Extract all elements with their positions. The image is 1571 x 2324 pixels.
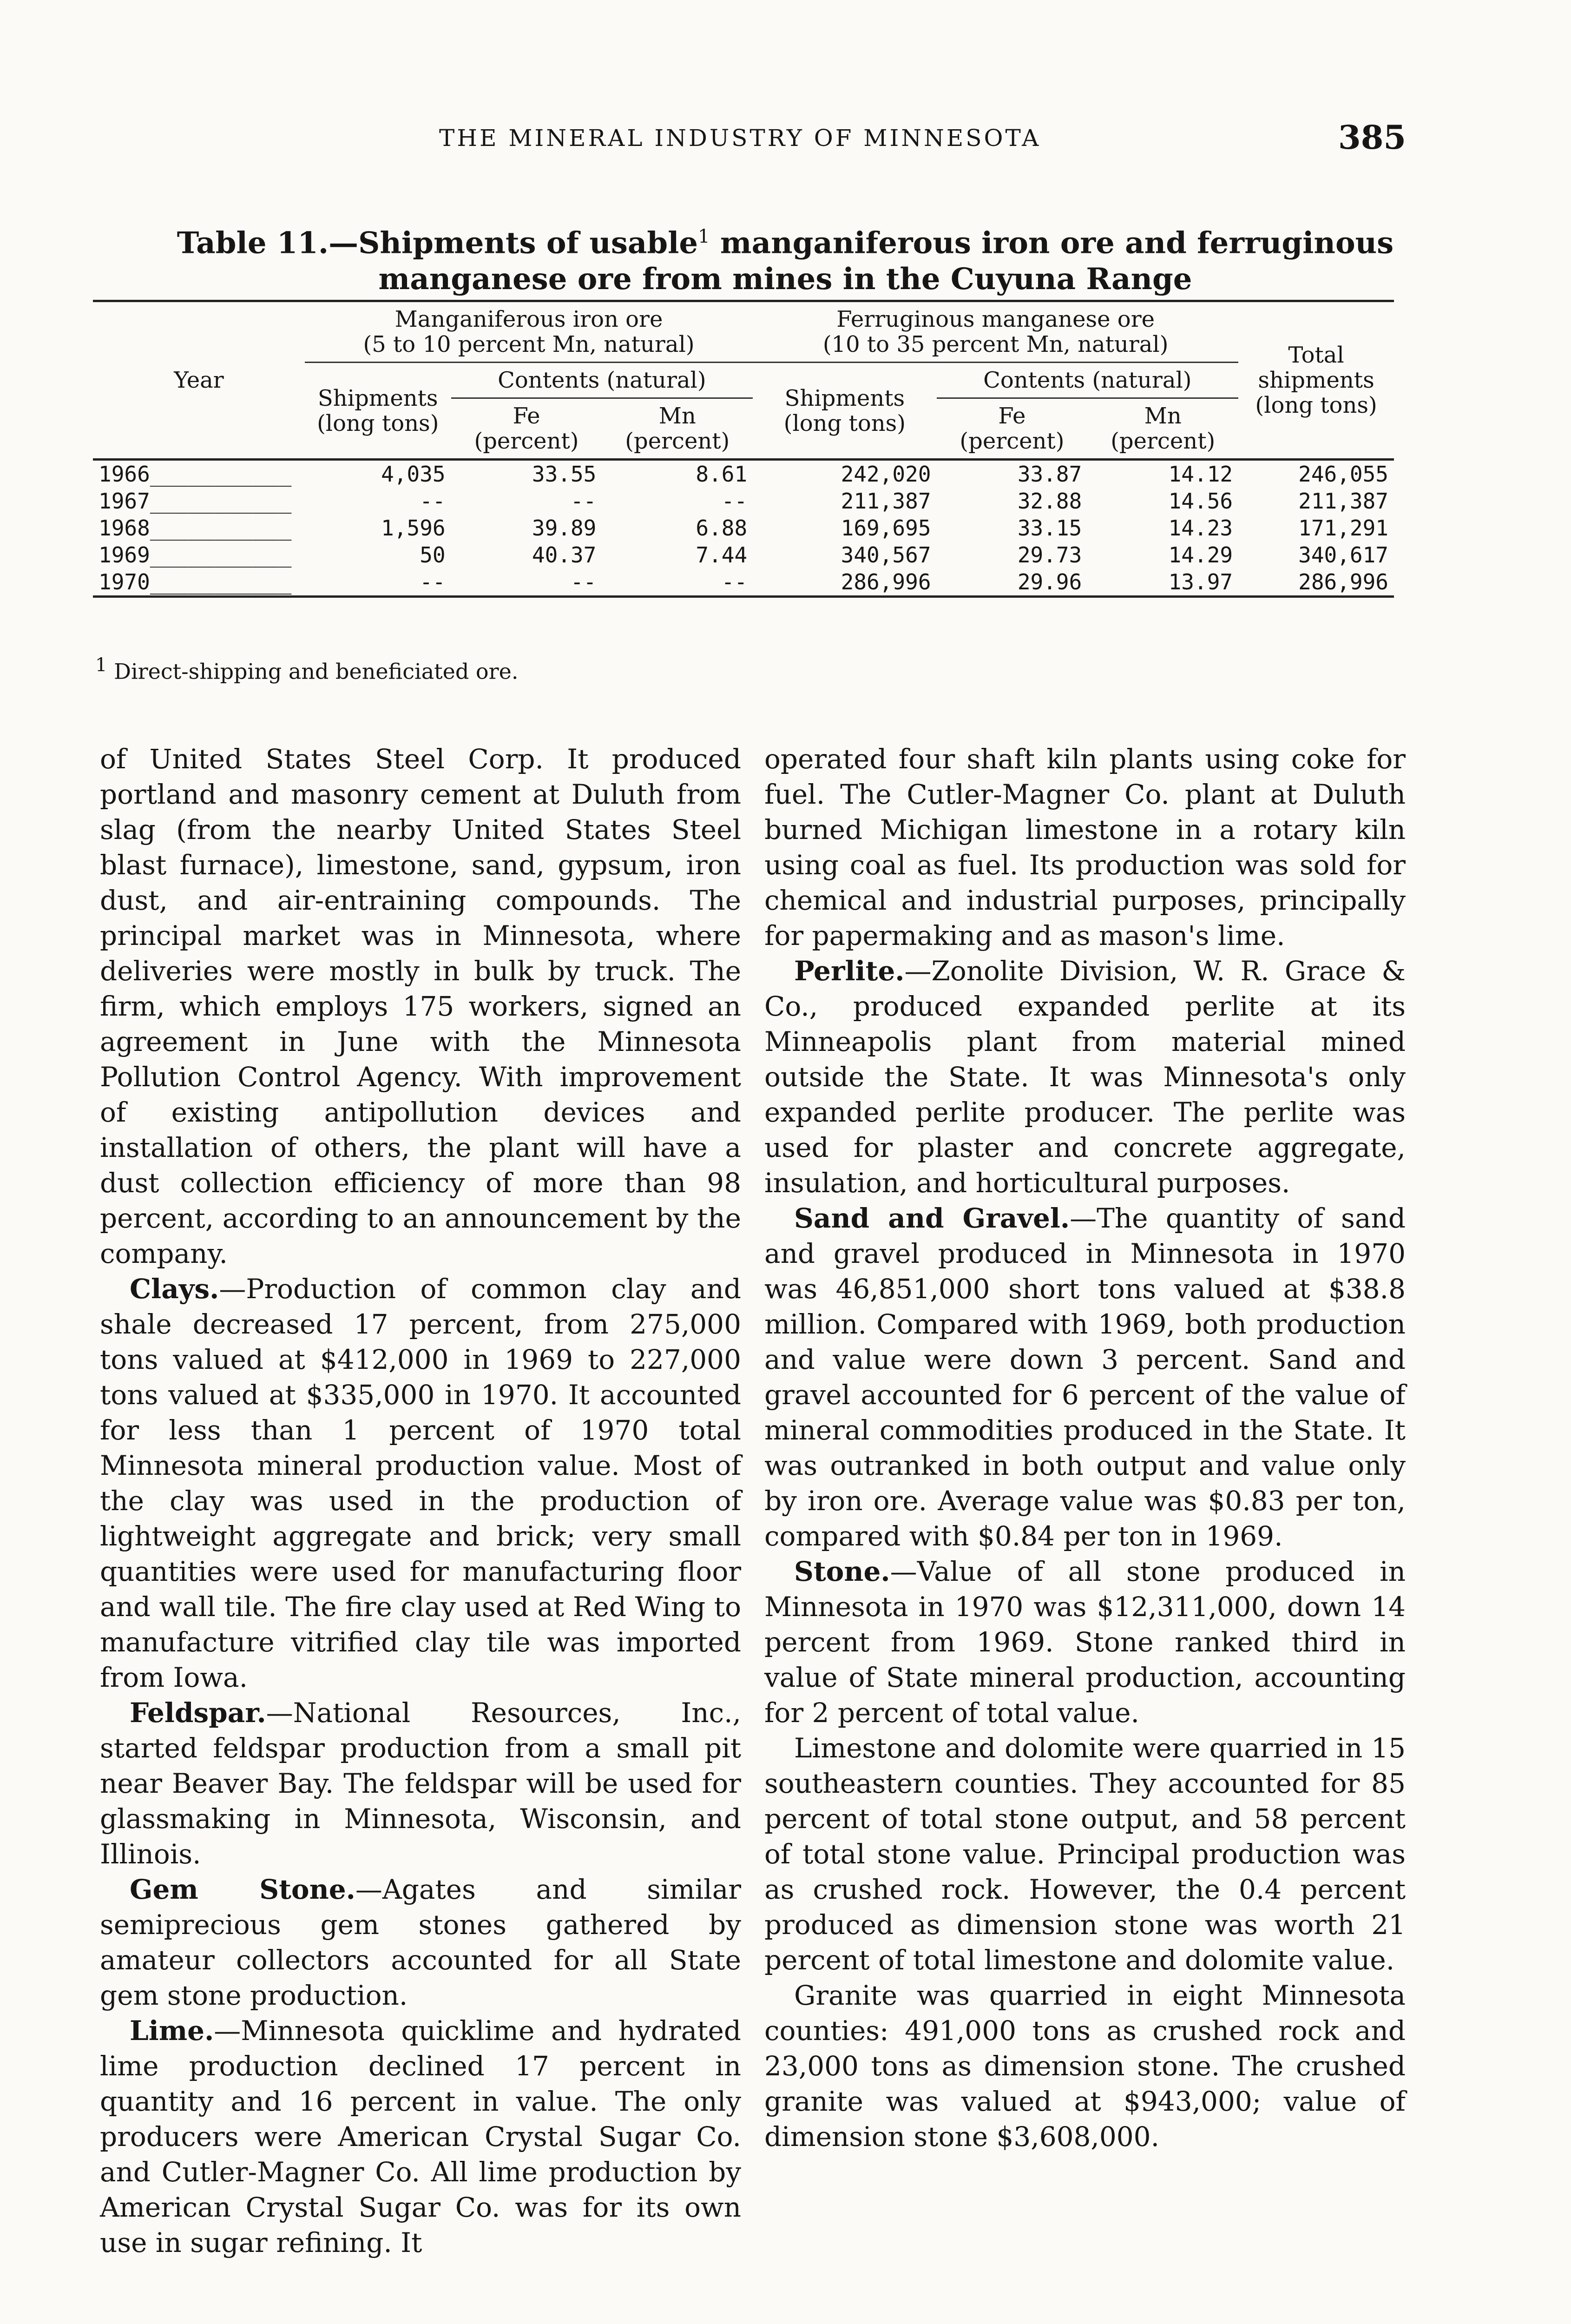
- mi-mn-cell: 8.61: [696, 462, 748, 487]
- mi-mn-label: Mn: [658, 403, 696, 429]
- year-label: 1967: [99, 489, 150, 514]
- total-cell: 246,055: [1298, 462, 1388, 487]
- paragraph-text: —Value of all stone produced in Minnesota in 1970 was $12,311,000, down 14 percent from 1969. Stone ranked third in value of State mineral production, accounting for 2 percent of total value.: [764, 1556, 1406, 1729]
- right-column: [764, 741, 1406, 2154]
- paragraph-text: Granite was quarried in eight Minnesota counties: 491,000 tons as crushed rock and 23,000 tons as dimension stone. The crushed granite was valued at $943,000; value of dimension stone $3,608,000.: [764, 1980, 1406, 2152]
- paragraph: [100, 741, 741, 1271]
- paragraph: [100, 1271, 741, 1695]
- fm-mn-cell: 14.56: [1168, 489, 1233, 514]
- paragraph-heading: Perlite.: [794, 955, 905, 987]
- fm-shipments-line1: Shipments: [784, 385, 905, 411]
- mi-fe-cell: 40.37: [532, 542, 597, 568]
- fm-fe-cell: 29.73: [1017, 542, 1082, 568]
- total-cell: 171,291: [1298, 515, 1388, 541]
- fm-fe-cell: 33.87: [1017, 462, 1082, 487]
- running-title: THE MINERAL INDUSTRY OF MINNESOTA: [439, 125, 1041, 152]
- fm-shipments-line2: (long tons): [783, 410, 906, 436]
- mi-mn-unit: (percent): [625, 428, 730, 454]
- mi-mn-header: [602, 398, 753, 460]
- paragraph-text: —Production of common clay and shale decreased 17 percent, from 275,000 tons valued at $412,000 in 1969 to 227,000 tons valued at $335,000 in 1970. It accounted for less than 1 percent of 1970 total Minnesota mineral production value. Most of the clay was used in the production of lightweight aggregate and brick; very small quantities were used for manufacturing floor and wall tile. The fire clay used at Red Wing to manufacture vitrified clay tile was imported from Iowa.: [100, 1273, 741, 1693]
- mi-mn-cell: 7.44: [696, 542, 748, 568]
- paragraph: [764, 1554, 1406, 1730]
- paragraph-text: —Minnesota quicklime and hydrated lime production declined 17 percent in quantity and 16 percent in value. The only producers were American Crystal Sugar Co. and Cutler-Magner Co. All lime production by American Crystal Sugar Co. was for its own use in sugar refining. It: [100, 2015, 741, 2258]
- year-label: 1969: [99, 542, 150, 568]
- ferruginous-group-header: [753, 301, 1238, 363]
- manganiferous-group-header: [305, 301, 753, 363]
- paragraph-heading: Clays.: [130, 1273, 219, 1305]
- ferruginous-group-line1: Ferruginous manganese ore: [836, 306, 1155, 332]
- fm-fe-unit: (percent): [960, 428, 1065, 454]
- fm-shipments-cell: 169,695: [841, 515, 931, 541]
- mi-shipments-line1: Shipments: [317, 385, 438, 411]
- fm-mn-cell: 14.12: [1168, 462, 1233, 487]
- fm-shipments-cell: 242,020: [841, 462, 931, 487]
- fm-fe-cell: 33.15: [1017, 515, 1082, 541]
- fm-shipments-cell: 211,387: [841, 489, 931, 514]
- mi-shipments-cell: 4,035: [381, 462, 446, 487]
- mi-contents-header: Contents (natural): [451, 363, 753, 398]
- fm-fe-cell: 29.96: [1017, 569, 1082, 594]
- year-cell: [93, 488, 305, 515]
- fm-mn-label: Mn: [1144, 403, 1182, 429]
- paragraph-text: of United States Steel Corp. It produced portland and masonry cement at Duluth from slag (from the nearby United States Steel blast furnace), limestone, sand, gypsum, iron dust, and air-entraining compounds. The principal market was in Minnesota, where deliveries were mostly in bulk by truck. The firm, which employs 175 workers, signed an agreement in June with the Minnesota Pollution Control Agency. With improvement of existing antipollution devices and installation of others, the plant will have a dust collection efficiency of more than 98 percent, according to an announcement by the company.: [100, 743, 741, 1269]
- mi-fe-label: Fe: [513, 403, 540, 429]
- mi-mn-cell: --: [721, 489, 748, 514]
- manganiferous-group-line1: Manganiferous iron ore: [394, 306, 663, 332]
- fm-fe-cell: 32.88: [1017, 489, 1082, 514]
- paragraph: [100, 1872, 741, 2013]
- paragraph-heading: Lime.: [130, 2015, 214, 2047]
- fm-mn-cell: 14.29: [1168, 542, 1233, 568]
- fm-mn-header: [1087, 398, 1238, 460]
- paragraph-text: —Zonolite Division, W. R. Grace & Co., produced expanded perlite at its Minneapolis plant from material mined outside the State. It was Minnesota's only expanded perlite producer. The perlite was used for plaster and concrete aggregate, insulation, and horticultural purposes.: [764, 955, 1406, 1199]
- mi-shipments-header: [305, 363, 451, 460]
- paragraph: [764, 1978, 1406, 2154]
- year-cell: [93, 568, 305, 597]
- year-cell: [93, 460, 305, 488]
- mi-shipments-line2: (long tons): [317, 410, 439, 436]
- fm-contents-header: Contents (natural): [937, 363, 1239, 398]
- paragraph: [100, 1695, 741, 1872]
- table-body: [93, 460, 1394, 597]
- year-cell: [93, 541, 305, 568]
- paragraph-text: operated four shaft kiln plants using coke for fuel. The Cutler-Magner Co. plant at Duluth burned Michigan limestone in a rotary kiln using coal as fuel. Its production was sold for chemical and industrial purposes, principally for papermaking and as mason's lime.: [764, 743, 1406, 951]
- page-number: 385: [1338, 118, 1407, 157]
- total-header-line3: (long tons): [1255, 392, 1377, 418]
- manganiferous-group-line2: (5 to 10 percent Mn, natural): [363, 331, 695, 357]
- paragraph: [764, 1201, 1406, 1554]
- table-row: [93, 568, 1394, 597]
- shipments-table: [93, 300, 1394, 598]
- mi-fe-unit: (percent): [474, 428, 579, 454]
- total-header-line1: Total: [1288, 342, 1344, 368]
- year-leader: ___________: [150, 489, 292, 514]
- year-leader: ___________: [150, 542, 292, 568]
- mi-fe-cell: --: [570, 489, 597, 514]
- table-footnote: [95, 654, 518, 684]
- paragraph: [764, 953, 1406, 1201]
- paragraph: [764, 741, 1406, 953]
- ferruginous-group-line2: (10 to 35 percent Mn, natural): [822, 331, 1169, 357]
- table-footnote-text: Direct-shipping and beneficiated ore.: [107, 659, 519, 684]
- fm-fe-label: Fe: [998, 403, 1026, 429]
- fm-mn-cell: 13.97: [1168, 569, 1233, 594]
- mi-shipments-cell: --: [420, 569, 446, 594]
- mi-mn-cell: --: [721, 569, 748, 594]
- table-footnote-mark: 1: [95, 654, 107, 676]
- paragraph-text: Limestone and dolomite were quarried in 15 southeastern counties. They accounted for 85 percent of total stone output, and 58 percent of total stone value. Principal production was as crushed rock. However, the 0.4 percent produced as dimension stone was worth 21 percent of total limestone and dolomite value.: [764, 1732, 1406, 1976]
- mi-mn-cell: 6.88: [696, 515, 748, 541]
- paragraph-text: —The quantity of sand and gravel produced in Minnesota in 1970 was 46,851,000 short tons valued at $38.8 million. Compared with 1969, both production and value were down 3 percent. Sand and gravel accounted for 6 percent of the value of mineral commodities produced in the State. It was outranked in both output and value only by iron ore. Average value was $0.83 per ton, compared with $0.84 per ton in 1969.: [764, 1202, 1406, 1552]
- year-label: 1968: [99, 515, 150, 541]
- paragraph-heading: Gem Stone.: [130, 1874, 355, 1905]
- paragraph-text: —Agates and similar semiprecious gem stones gathered by amateur collectors accounted for all State gem stone production.: [100, 1874, 742, 2011]
- total-cell: 286,996: [1298, 569, 1388, 594]
- table-row: [93, 488, 1394, 515]
- table-row: [93, 460, 1394, 488]
- total-shipments-header: [1238, 301, 1394, 460]
- paragraph-heading: Sand and Gravel.: [794, 1202, 1070, 1234]
- page-header: [0, 118, 1571, 162]
- fm-shipments-header: [753, 363, 936, 460]
- year-leader: ___________: [150, 515, 292, 541]
- table-row: [93, 515, 1394, 541]
- total-header-line2: shipments: [1258, 367, 1374, 393]
- table-title-footnote-mark: 1: [698, 226, 710, 247]
- year-cell: [93, 515, 305, 541]
- year-leader: ___________: [150, 569, 292, 594]
- paragraph: [764, 1730, 1406, 1978]
- paragraph-text: —National Resources, Inc., started feldspar production from a small pit near Beaver Bay. The feldspar will be used for glassmaking in Minnesota, Wisconsin, and Illinois.: [100, 1697, 741, 1870]
- paragraph-heading: Feldspar.: [130, 1697, 266, 1729]
- mi-shipments-cell: 1,596: [381, 515, 446, 541]
- table-title-line1-pre: Table 11.—Shipments of usable: [177, 225, 698, 261]
- total-cell: 340,617: [1298, 542, 1388, 568]
- mi-shipments-cell: 50: [420, 542, 446, 568]
- mi-shipments-cell: --: [420, 489, 446, 514]
- fm-mn-cell: 14.23: [1168, 515, 1233, 541]
- paragraph: [100, 2013, 741, 2260]
- mi-fe-cell: 39.89: [532, 515, 597, 541]
- fm-shipments-cell: 340,567: [841, 542, 931, 568]
- mi-fe-header: [451, 398, 602, 460]
- mi-fe-cell: 33.55: [532, 462, 597, 487]
- table-title: [93, 218, 1478, 297]
- year-label: 1970: [99, 569, 150, 594]
- fm-mn-unit: (percent): [1111, 428, 1216, 454]
- table-title-line1-post: manganiferous iron ore and ferruginous: [710, 225, 1394, 261]
- fm-fe-header: [937, 398, 1088, 460]
- fm-shipments-cell: 286,996: [841, 569, 931, 594]
- total-cell: 211,387: [1298, 489, 1388, 514]
- year-leader: ___________: [150, 462, 292, 487]
- mi-fe-cell: --: [570, 569, 597, 594]
- year-header: Year: [174, 367, 224, 393]
- year-label: 1966: [99, 462, 150, 487]
- table-row: [93, 541, 1394, 568]
- paragraph-heading: Stone.: [794, 1556, 890, 1587]
- left-column: [100, 741, 741, 2260]
- table-title-line2: manganese ore from mines in the Cuyuna Range: [378, 262, 1192, 297]
